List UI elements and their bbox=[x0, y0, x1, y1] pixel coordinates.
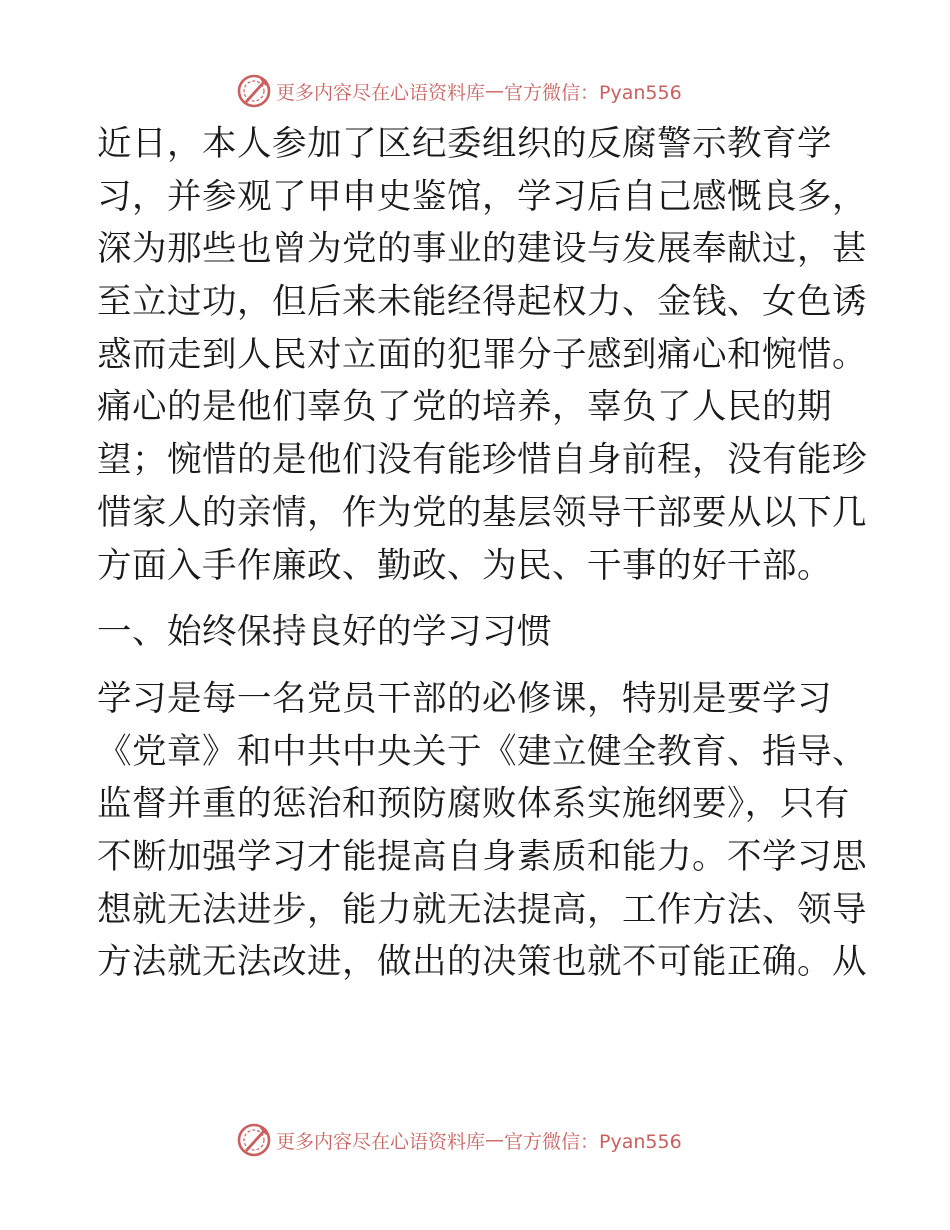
banner-wechat-text: 官方微信：Pyan556 bbox=[504, 1130, 682, 1153]
text-line: 惜家人的亲情，作为党的基层领导干部要从以下几 bbox=[97, 492, 867, 533]
text-line: 深为那些也曾为党的事业的建设与发展奉献过，甚 bbox=[97, 229, 867, 270]
paragraph-intro bbox=[97, 118, 867, 592]
text-line: 方法就无法改进，做出的决策也就不可能正确。从 bbox=[97, 942, 867, 983]
section-heading-1 bbox=[97, 606, 857, 659]
text-line: 不断加强学习才能提高自身素质和能力。不学习思 bbox=[97, 836, 867, 877]
banner-separator: — bbox=[485, 1129, 505, 1151]
heading-text: 一、始终保持良好的学习习惯 bbox=[97, 612, 552, 653]
text-line: 至立过功，但后来未能经得起权力、金钱、女色诱 bbox=[97, 282, 867, 323]
text-line: 《党章》和中共中央关于《建立健全教育、指导、 bbox=[97, 731, 867, 772]
text-line: 学习是每一名党员干部的必修课，特别是要学习 bbox=[97, 678, 832, 719]
banner-site-text: 更多内容尽在心语资料库 bbox=[276, 1130, 486, 1153]
text-line: 习，并参观了甲申史鉴馆，学习后自己感慨良多， bbox=[97, 176, 867, 217]
text-line: 痛心的是他们辜负了党的培养，辜负了人民的期 bbox=[97, 387, 832, 428]
paragraph-study bbox=[97, 673, 867, 989]
quill-pen-circle-logo-icon bbox=[236, 73, 272, 109]
text-line: 望；惋惜的是他们没有能珍惜自身前程，没有能珍 bbox=[97, 440, 867, 481]
banner-separator: — bbox=[485, 80, 505, 102]
text-line: 近日，本人参加了区纪委组织的反腐警示教育学 bbox=[97, 124, 832, 164]
header-banner bbox=[236, 73, 682, 109]
text-line: 方面入手作廉政、勤政、为民、干事的好干部。 bbox=[97, 545, 832, 586]
banner-site-text: 更多内容尽在心语资料库 bbox=[276, 81, 486, 104]
text-line: 想就无法进步，能力就无法提高，工作方法、领导 bbox=[97, 889, 867, 930]
document-body bbox=[97, 118, 867, 989]
text-line: 惑而走到人民对立面的犯罪分子感到痛心和惋惜。 bbox=[97, 334, 867, 375]
footer-banner bbox=[236, 1122, 682, 1158]
text-line: 监督并重的惩治和预防腐败体系实施纲要》，只有 bbox=[97, 784, 850, 825]
banner-wechat-text: 官方微信：Pyan556 bbox=[504, 81, 682, 104]
quill-pen-circle-logo-icon bbox=[236, 1122, 272, 1158]
